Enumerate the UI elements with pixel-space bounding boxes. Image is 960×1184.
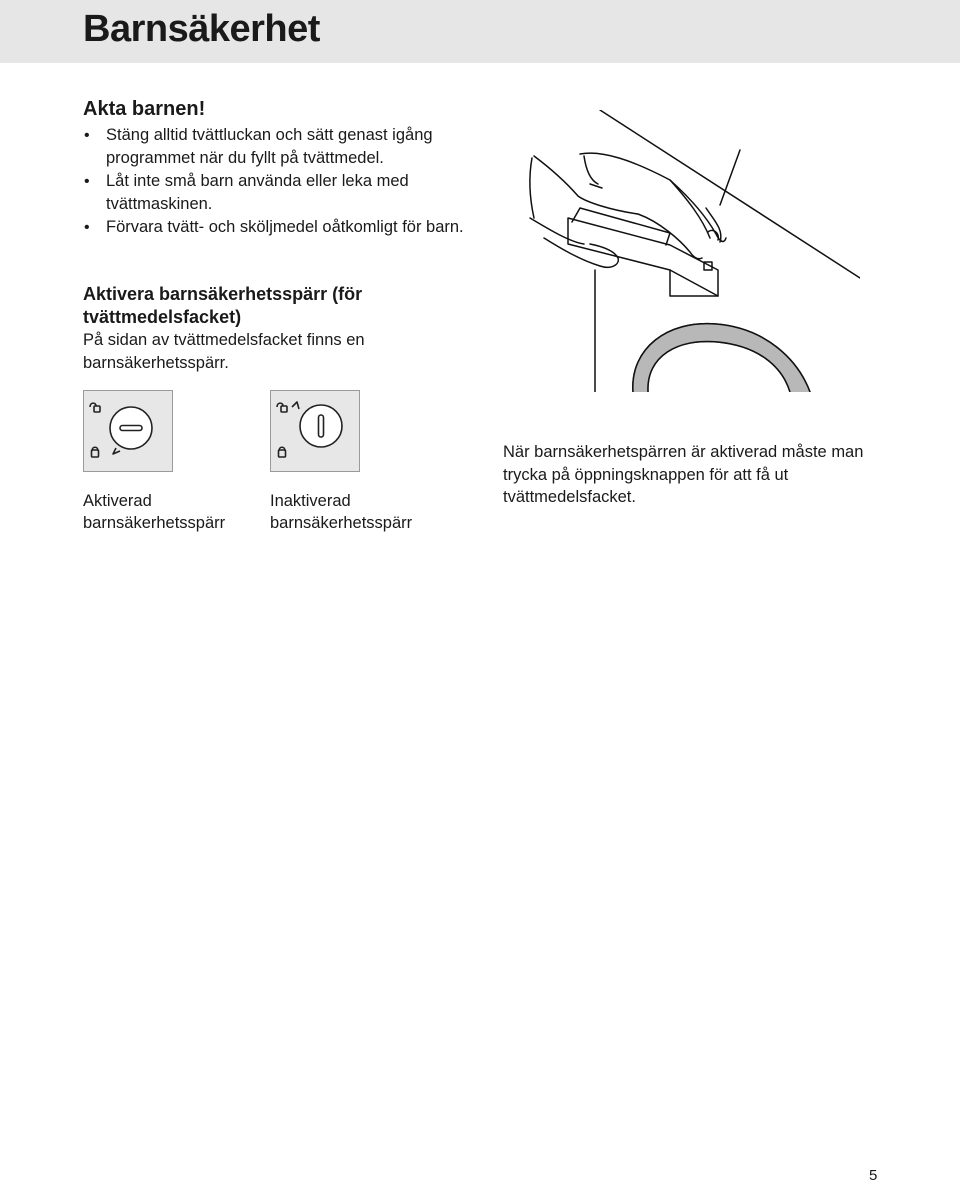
lock-inactive-icon [271,391,359,471]
caption-line: Aktiverad [83,492,152,510]
lock-active-icon [84,391,172,471]
caption-line: barnsäkerhetsspärr [83,514,226,532]
lock-active-caption [83,490,225,534]
warning-bullet-list [83,124,483,239]
list-item: • Stäng alltid tvättluckan och sätt genast igång programmet när du fyllt på tvättmedel. [83,124,483,170]
caption-line: Inaktiverad [270,492,351,510]
lock-inactive-caption [270,490,412,534]
list-item: • Låt inte små barn använda eller leka med tvättmaskinen. [83,170,483,216]
lock-active-figure [83,390,173,472]
detergent-drawer-illustration [520,110,860,392]
title-bar [0,0,960,63]
lock-inactive-figure [270,390,360,472]
child-lock-description: På sidan av tvättmedelsfacket finns en barnsäkerhetsspärr. [83,331,365,372]
caption-line: barnsäkerhetsspärr [270,514,413,532]
list-item: • Förvara tvätt- och sköljmedel oåtkomligt för barn. [83,216,483,239]
child-lock-heading: Aktivera barnsäkerhetsspärr (för tvättmedelsfacket) [83,284,363,327]
page-number: 5 [869,1167,878,1184]
child-lock-note: När barnsäkerhetspärren är aktiverad måste man trycka på öppningsknappen för att få ut tvättmedelsfacket. [503,443,864,506]
warning-heading: Akta barnen! [83,98,206,120]
page-title: Barnsäkerhet [83,8,320,50]
